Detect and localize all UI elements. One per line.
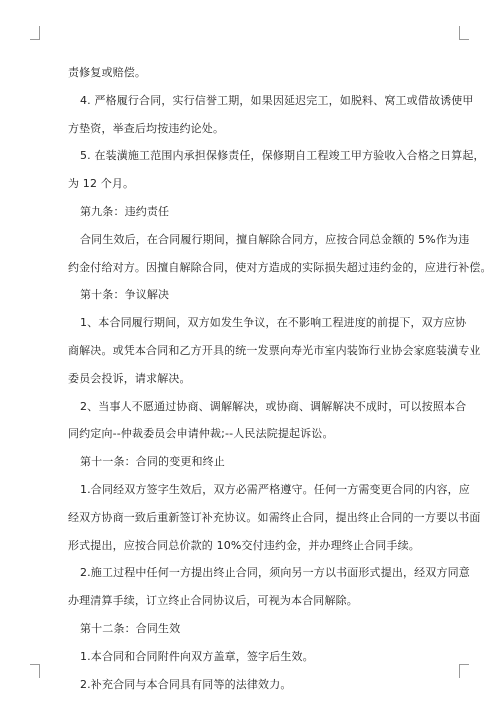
text-line: 2.施工过程中任何一方提出终止合同，须向另一方以书面形式提出，经双方同意: [80, 566, 470, 580]
text-line: 委员会投诉，请求解决。: [68, 371, 191, 385]
text-line: 2.补充合同与本合同具有同等的法律效力。: [80, 677, 292, 691]
text-line: 商解决。或凭本合同和乙方开具的统一发票向寿光市室内装饰行业协会家庭装潢专业: [68, 344, 481, 357]
text-line: 4. 严格履行合同，实行信誉工期，如果因延迟完工，如脱料、窝工或借故诱使甲: [80, 93, 474, 107]
section-heading: 第九条：违约责任: [80, 205, 170, 218]
section-heading: 第十一条：合同的变更和终止: [80, 455, 225, 469]
section-heading: 第十二条：合同生效: [80, 622, 181, 635]
text-line: 5. 在装潢施工范围内承担保修责任，保修期自工程竣工甲方验收入合格之日算起，: [80, 149, 485, 163]
section-heading: 第十条：争议解决: [80, 288, 170, 302]
crop-mark-top-right: [459, 26, 469, 40]
crop-mark-bottom-left: [30, 664, 40, 678]
text-line: 约金付给对方。因擅自解除合同，使对方造成的实际损失超过违约金的，应进行补偿。: [68, 260, 492, 274]
text-line: 方垫资，举查后均按违约论处。: [68, 121, 225, 135]
text-line: 办理清算手续，订立终止合同协议后，可视为本合同解除。: [68, 594, 358, 608]
text-line: 同约定向--仲裁委员会申请仲裁;--人民法院提起诉讼。: [68, 427, 334, 441]
text-line: 2、当事人不愿通过协商、调解解决，或协商、调解解决不成时，可以按照本合: [80, 399, 467, 413]
text-line: 1、本合同履行期间，双方如发生争议，在不影响工程进度的前提下，双方应协: [80, 316, 467, 330]
text-line: 为 12 个月。: [68, 177, 135, 191]
text-line: 责修复或赔偿。: [68, 66, 147, 79]
text-line: 1.本合同和合同附件向双方盖章，签字后生效。: [80, 649, 314, 663]
crop-mark-top-left: [30, 26, 40, 40]
text-line: 经双方协商一致后重新签订补充协议。如需终止合同，提出终止合同的一方要以书面: [68, 510, 481, 524]
text-line: 形式提出，应按合同总价款的 10%交付违约金，并办理终止合同手续。: [68, 538, 420, 552]
text-line: 合同生效后，在合同履行期间，擅自解除合同方，应按合同总金额的 5%作为违: [80, 232, 470, 246]
text-line: 1.合同经双方签字生效后，双方必需严格遵守。任何一方需变更合同的内容，应: [80, 483, 470, 496]
